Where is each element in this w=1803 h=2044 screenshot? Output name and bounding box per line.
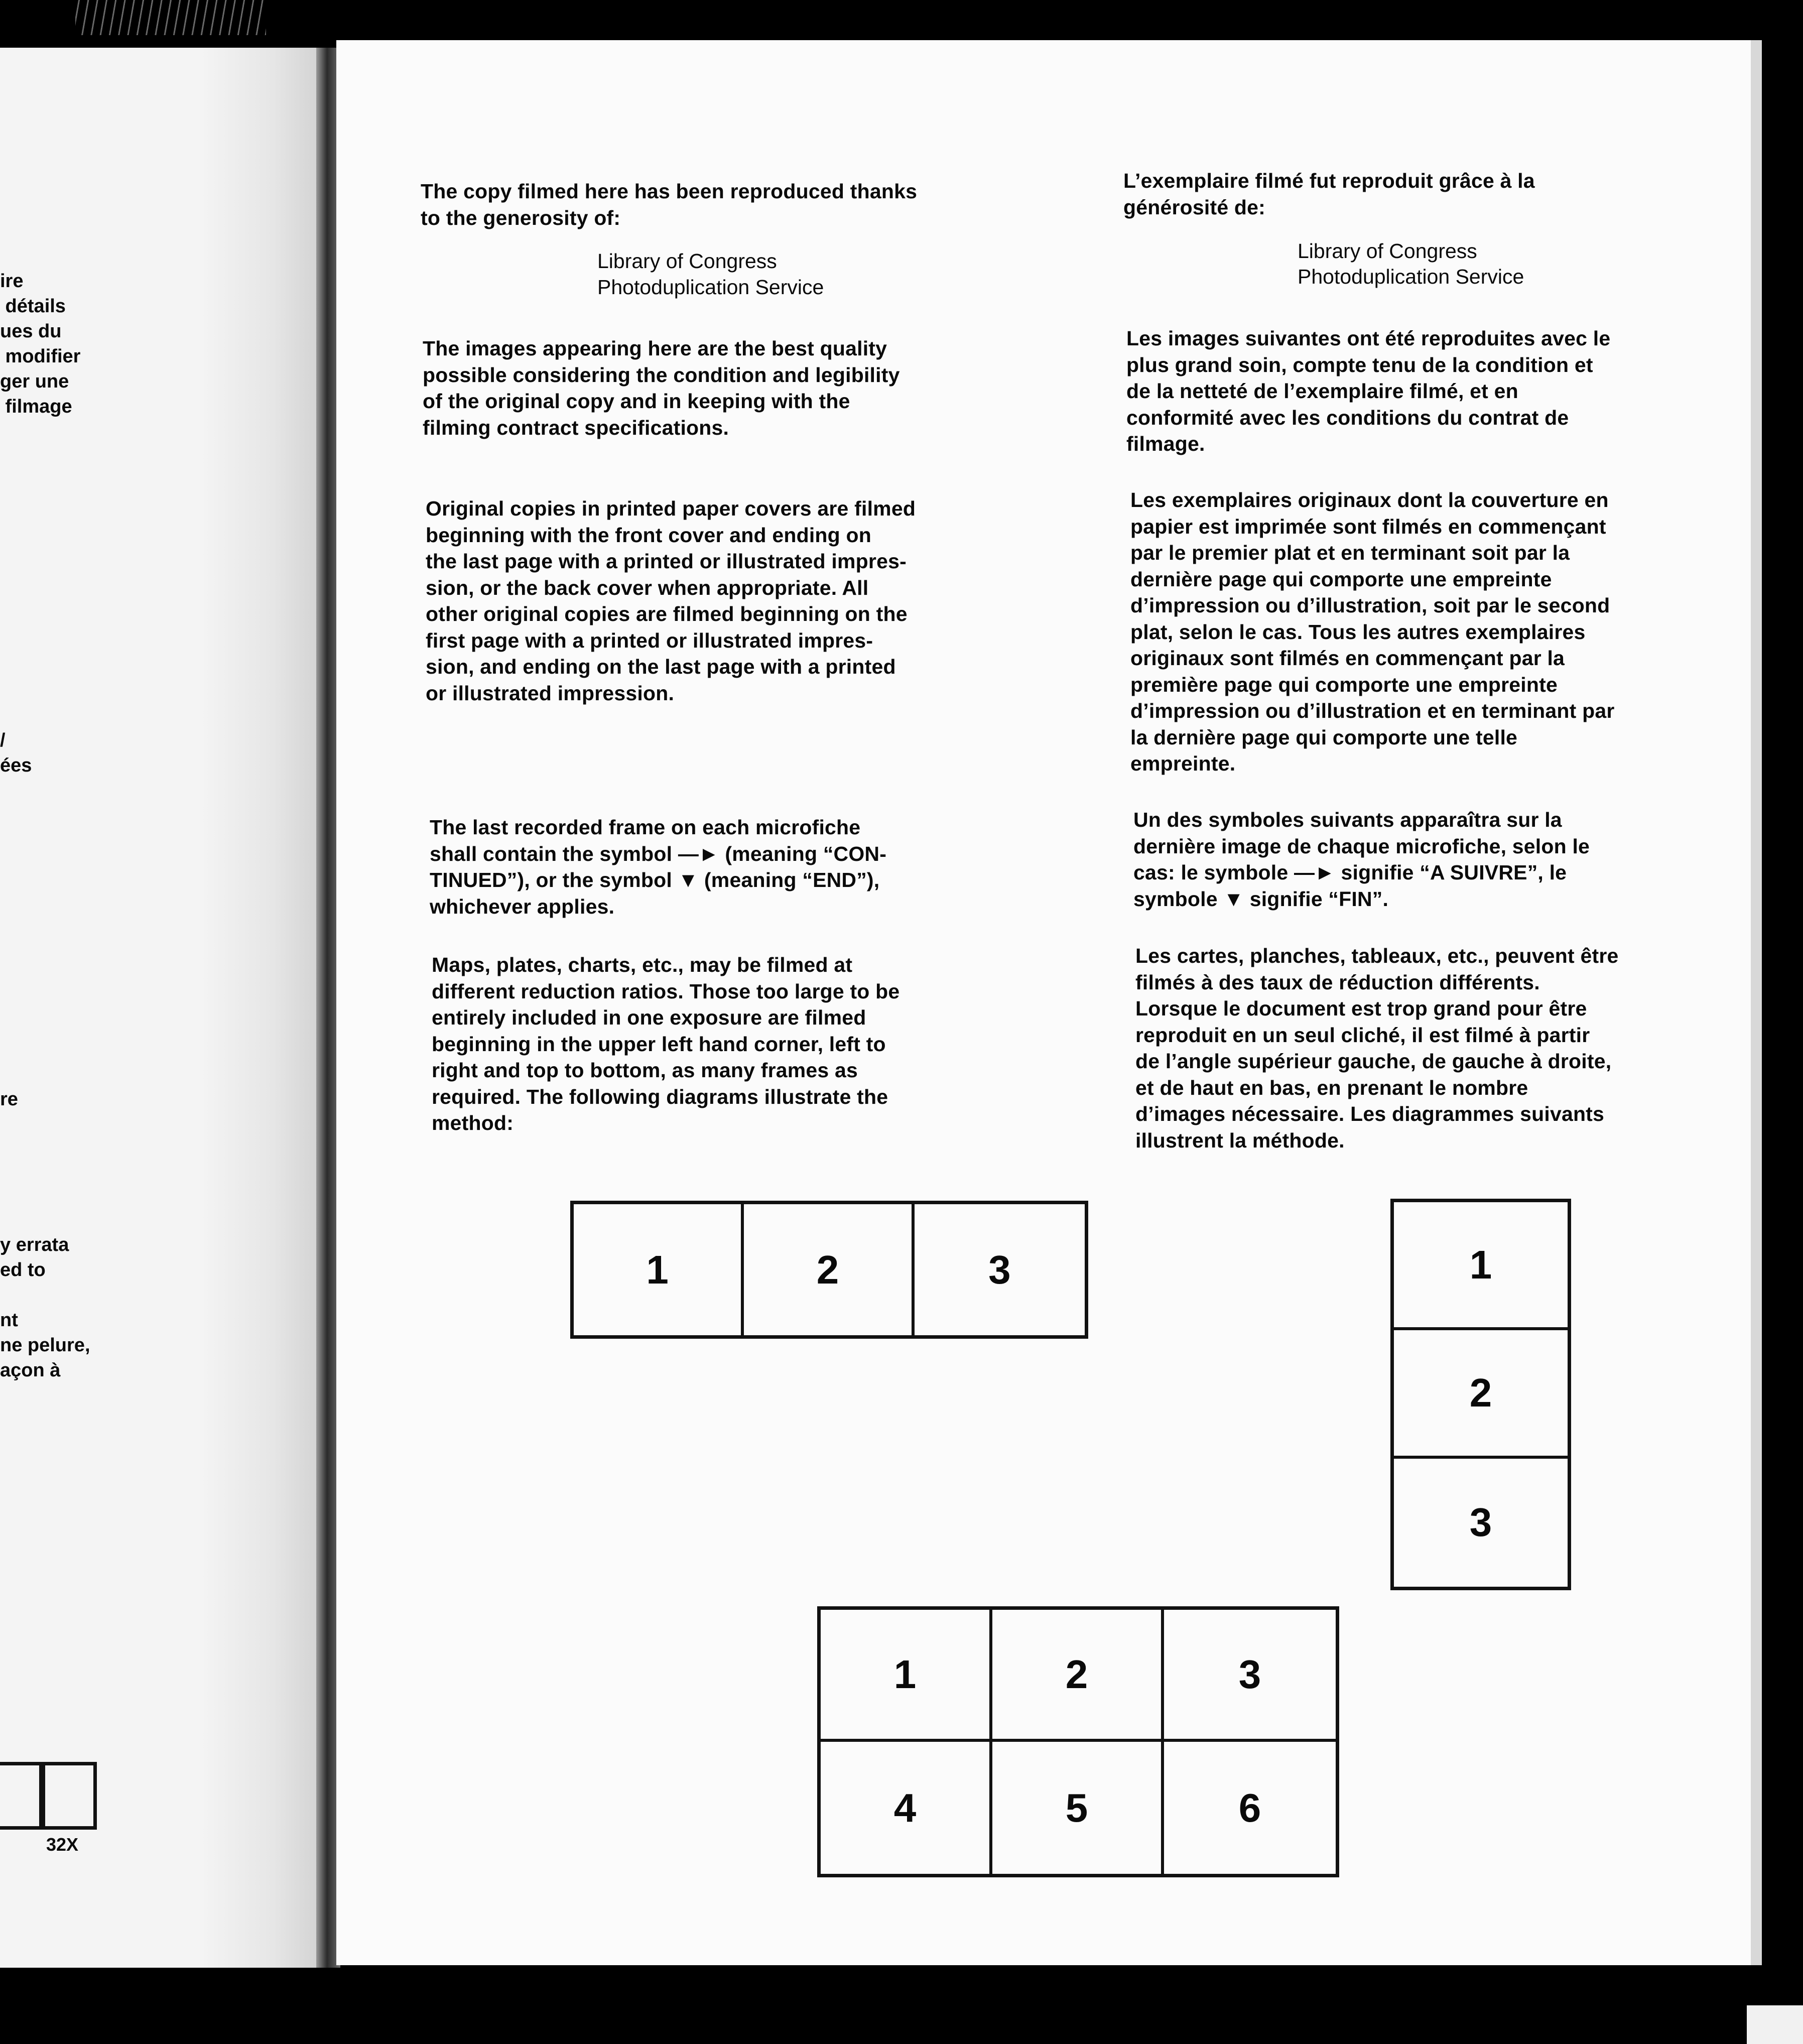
text-line: dernière image de chaque microfiche, selon le — [1133, 834, 1590, 858]
frame-cell: 1 — [574, 1204, 744, 1335]
ratio-box-cell — [0, 1762, 45, 1830]
text-line — [1133, 886, 1590, 913]
text-line: possible considering the condition and legibility — [423, 363, 900, 387]
text-line: filming contract specifications. — [423, 416, 729, 439]
text-line: Les exemplaires originaux dont la couverture en — [1130, 488, 1609, 512]
text-line: originaux sont filmés en commençant par la — [1130, 647, 1565, 670]
text-line: illustrent la méthode. — [1135, 1128, 1345, 1152]
diagram-vertical-frames — [1390, 1199, 1571, 1590]
text-line: de l’angle supérieur gauche, de gauche à droite, — [1135, 1050, 1612, 1073]
english-intro — [421, 178, 917, 231]
text-segment: symbole — [1133, 887, 1224, 911]
text-line: d’impression ou d’illustration, soit par le second — [1130, 594, 1610, 617]
text-line — [1133, 859, 1590, 886]
frame-cell: 6 — [1238, 1785, 1261, 1830]
text-line: Les images suivantes ont été reproduites avec le — [1126, 327, 1611, 350]
text-line: The last recorded frame on each microfiche — [430, 816, 861, 839]
diagram-horizontal-frames — [570, 1201, 1088, 1339]
text-line: papier est imprimée sont filmés en commençant — [1130, 515, 1606, 538]
left-fragment: açon à — [0, 1360, 61, 1381]
text-line: la dernière page qui comporte une telle — [1130, 725, 1518, 749]
text-line: plus grand soin, compte tenu de la condition et — [1126, 353, 1593, 376]
left-fragment: re — [0, 1089, 18, 1110]
frame-cell: 4 — [821, 1742, 992, 1874]
text-line: other original copies are filmed beginning on the — [426, 602, 908, 625]
text-line: first page with a printed or illustrated impres- — [426, 628, 873, 652]
left-fragment: nt — [0, 1310, 18, 1331]
french-maps-paragraph — [1135, 943, 1619, 1154]
text-line: The copy filmed here has been reproduced thanks — [421, 180, 918, 203]
frame-cell: 2 — [992, 1610, 1164, 1742]
text-line: or illustrated impression. — [426, 681, 675, 705]
text-line: Un des symboles suivants apparaîtra sur la — [1133, 808, 1562, 831]
left-fragment: ne pelure, — [0, 1335, 90, 1356]
text-line: to the generosity of: — [421, 206, 621, 229]
text-segment: signifie “FIN”. — [1244, 887, 1389, 911]
continued-arrow-icon: —► — [1294, 861, 1335, 884]
english-quality-paragraph — [423, 335, 900, 441]
left-fragment: ées — [0, 755, 32, 776]
left-fragment: modifier — [0, 346, 81, 367]
frame-cell: 2 — [1394, 1330, 1568, 1458]
reduction-ratio-label: 32X — [46, 1834, 79, 1855]
text-line: Maps, plates, charts, etc., may be filmed at — [432, 953, 853, 976]
left-fragment: ger une — [0, 371, 69, 392]
ratio-box-cell — [39, 1762, 97, 1830]
text-segment: (meaning “CON- — [719, 842, 887, 865]
text-line: different reduction ratios. Those too large to be — [432, 979, 900, 1003]
text-segment: signifie “A SUIVRE”, le — [1335, 861, 1567, 884]
diagram-grid-frames — [817, 1606, 1339, 1877]
french-covers-paragraph — [1130, 487, 1615, 777]
text-line: dernière page qui comporte une empreinte — [1130, 567, 1552, 591]
text-line: sion, and ending on the last page with a printed — [426, 655, 896, 678]
frame-cell: 3 — [988, 1247, 1011, 1292]
text-line: required. The following diagrams illustrate the — [432, 1085, 888, 1108]
text-line: The images appearing here are the best quality — [423, 337, 887, 360]
text-line: Lorsque le document est trop grand pour être — [1135, 997, 1587, 1020]
english-credit-service: Photoduplication Service — [597, 276, 824, 299]
english-covers-paragraph — [426, 495, 916, 706]
text-line: reproduit en un seul cliché, il est filmé à partir — [1135, 1023, 1590, 1047]
text-line: sion, or the back cover when appropriate. All — [426, 576, 869, 599]
text-segment: cas: le symbole — [1133, 861, 1294, 884]
english-symbols-paragraph — [430, 814, 886, 920]
text-line: conformité avec les conditions du contrat de — [1126, 406, 1569, 429]
french-credit-library: Library of Congress — [1298, 239, 1477, 263]
text-line — [430, 841, 886, 867]
frame-cell: 3 — [1469, 1500, 1492, 1545]
text-line — [430, 867, 886, 893]
left-fragment: ire — [0, 271, 24, 292]
text-line: method: — [432, 1111, 514, 1134]
frame-cell: 2 — [744, 1204, 914, 1335]
frame-cell: 1 — [1394, 1202, 1568, 1330]
text-line: par le premier plat et en terminant soit par la — [1130, 541, 1570, 564]
frame-cell: 5 — [992, 1742, 1164, 1874]
text-line: of the original copy and in keeping with the — [423, 390, 850, 413]
left-page-shadow — [201, 48, 321, 1968]
text-line: whichever applies. — [430, 895, 615, 918]
text-line: première page qui comporte une empreinte — [1130, 673, 1558, 696]
scan-debris — [75, 0, 266, 35]
text-line: Les cartes, planches, tableaux, etc., peuvent être — [1135, 944, 1619, 967]
left-fragment: y errata — [0, 1234, 69, 1255]
left-fragment: / — [0, 730, 6, 751]
scan-bottom-border — [0, 1988, 1803, 2044]
text-line: filmés à des taux de réduction différents. — [1135, 970, 1540, 994]
text-line: L’exemplaire filmé fut reproduit grâce à la — [1123, 169, 1535, 192]
end-triangle-icon: ▼ — [1223, 887, 1244, 911]
text-line: entirely included in one exposure are filmed — [432, 1006, 866, 1029]
text-line: beginning in the upper left hand corner, left to — [432, 1032, 886, 1056]
frame-cell: 1 — [821, 1610, 992, 1742]
text-line: beginning with the front cover and ending on — [426, 523, 871, 547]
text-line: d’images nécessaire. Les diagrammes suivants — [1135, 1102, 1605, 1125]
left-fragment: détails — [0, 296, 66, 317]
text-line: de la netteté de l’exemplaire filmé, et en — [1126, 379, 1518, 403]
end-triangle-icon: ▼ — [678, 868, 699, 891]
text-line: the last page with a printed or illustrated impres- — [426, 550, 907, 573]
french-credit-service: Photoduplication Service — [1298, 265, 1524, 288]
text-line: right and top to bottom, as many frames as — [432, 1059, 858, 1082]
text-line: et de haut en bas, en prenant le nombre — [1135, 1076, 1528, 1099]
left-fragment: ues du — [0, 321, 62, 342]
text-line: plat, selon le cas. Tous les autres exemplaires — [1130, 620, 1586, 644]
text-line: empreinte. — [1130, 752, 1236, 775]
french-symbols-paragraph — [1133, 807, 1590, 912]
text-line: Original copies in printed paper covers are filmed — [426, 497, 916, 520]
next-sheet-corner — [1747, 2005, 1803, 2044]
text-line: filmage. — [1126, 432, 1205, 455]
text-segment: TINUED”), or the symbol — [430, 868, 678, 891]
english-maps-paragraph — [432, 952, 899, 1136]
french-intro — [1123, 168, 1535, 220]
text-segment: (meaning “END”), — [698, 868, 880, 891]
page-right-edge — [1751, 40, 1762, 1965]
english-credit-library: Library of Congress — [597, 249, 777, 273]
continued-arrow-icon: —► — [678, 842, 719, 865]
french-quality-paragraph — [1126, 325, 1610, 457]
text-segment: shall contain the symbol — [430, 842, 678, 865]
text-line: générosité de: — [1123, 195, 1266, 219]
left-fragment: ed to — [0, 1259, 46, 1281]
text-line: d’impression ou d’illustration et en terminant par — [1130, 699, 1615, 722]
frame-cell: 3 — [1164, 1610, 1336, 1742]
left-fragment: filmage — [0, 396, 72, 417]
